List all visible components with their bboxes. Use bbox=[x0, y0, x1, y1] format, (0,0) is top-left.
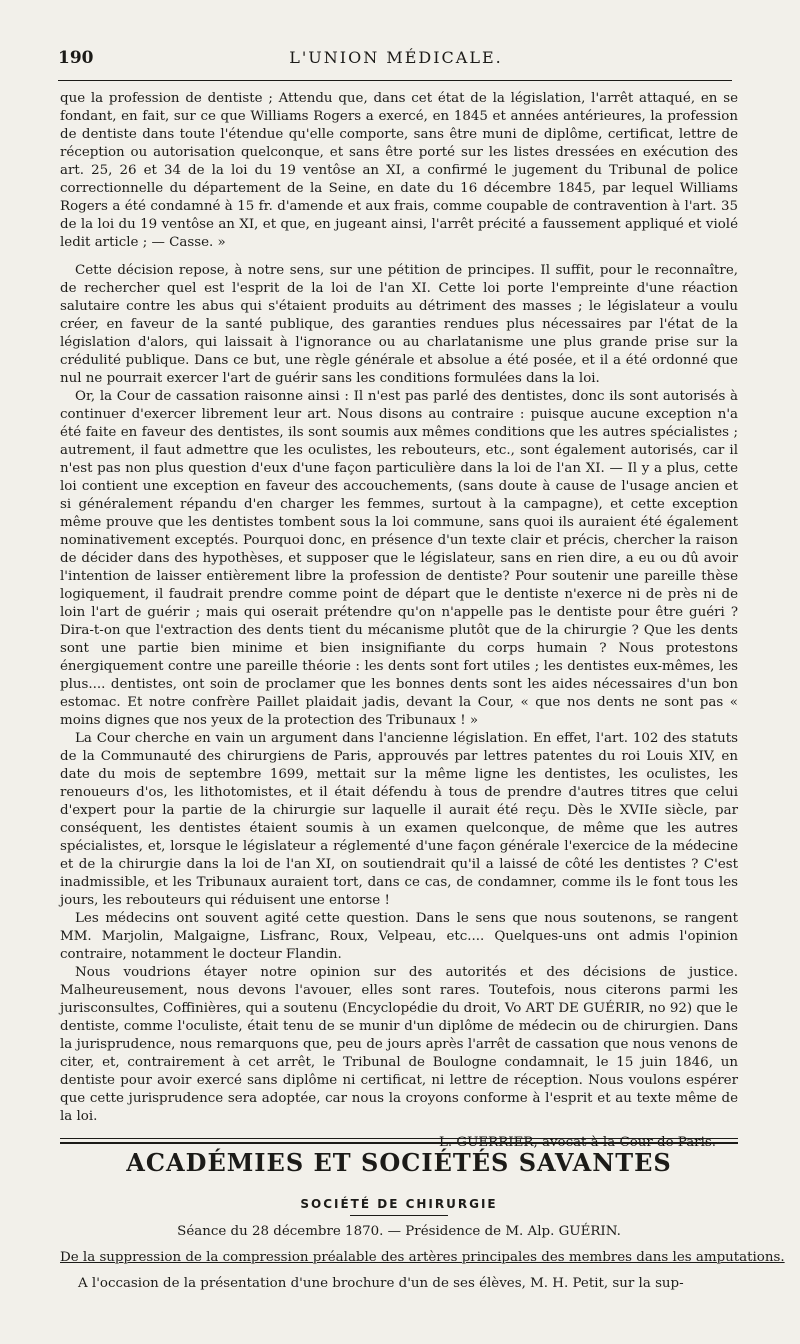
society-title: SOCIÉTÉ DE CHIRURGIE bbox=[300, 1197, 498, 1211]
paragraph-physicians-opinion: Les médecins ont souvent agité cette question. Dans le sens que nous soutenons, se rangent MM. Marjolin, Malgaigne, Lisfranc, Roux, Velpeau, etc.... Quelques-uns ont admis l'opinion contraire, notamment le docteur Flandin. bbox=[60, 911, 738, 962]
article-body bbox=[60, 90, 738, 1152]
section-rule-thick bbox=[60, 1142, 738, 1144]
section-rule-thin bbox=[60, 1138, 738, 1139]
header-rule bbox=[58, 80, 732, 81]
journal-title: L'UNION MÉDICALE. bbox=[289, 48, 503, 67]
paragraph-decision-analysis: Cette décision repose, à notre sens, sur une pétition de principes. Il suffit, pour le reconnaître, de rechercher quel est l'esprit de la loi de l'an XI. Cette loi porte l'empreinte d'une réaction salutaire contre les abus qui s'étaient produits au détriment des masses ; le législateur a voulu créer, en faveur de la santé publique, des garanties rendues plus nécessaires par l'état de la législation d'alors, qui laissait à l'ignorance ou au charlatanisme une plus grande prise sur la crédulité publique. Dans ce but, une règle générale et absolue a été posée, et il a été ordonné que nul ne pourrait exercer l'art de guérir sans les conditions formulées dans la loi. bbox=[60, 263, 738, 386]
paragraph-ancient-legislation: La Cour cherche en vain un argument dans l'ancienne législation. En effet, l'art. 102 des statuts de la Communauté des chirurgiens de Paris, approuvés par lettres patentes du roi Louis XIV, en date du mois de septembre 1699, mettait sur la même ligne les dentistes, les oculistes, les renoueurs d'os, les lithotomistes, et il était défendu à tous de prendre d'autres titres que celui d'expert pour la partie de la chirurgie sur laquelle il aurait été reçu. Dès le XVIIe siècle, par conséquent, les dentistes étaient soumis à un examen quelconque, de même que les autres spécialistes, et, lorsque le législateur a réglementé d'une façon générale l'exercice de la médecine et de la chirurgie dans la loi de l'an XI, on soutiendrait qu'il a laissé de côté les dentistes ? C'est inadmissible, et les Tribunaux auraient tort, dans ce cas, de condamner, comme ils le font tous les jours, les rebouteurs qui réduisent une entorse ! bbox=[60, 731, 738, 908]
paragraph-gap bbox=[60, 252, 738, 262]
paragraph-cassation-reasoning: Or, la Cour de cassation raisonne ainsi : Il n'est pas parlé des dentistes, donc ils sont autorisés à continuer d'exercer librement leur art. Nous disons au contraire : puisque aucune exception n'a été faite en faveur des dentistes, ils sont soumis aux mêmes conditions que les autres spécialistes ; autrement, il faut admettre que les oculistes, les rebouteurs, etc., sont également autorisés, car il n'est pas non plus question d'eux d'une façon particulière dans la loi de l'an XI. — Il y a plus, cette loi contient une exception en faveur des accouchements, (sans doute à cause de l'usage ancien et si généralement répandu d'en charger les femmes, surtout à la campagne), et cette exception même prouve que les dentistes tombent sous la loi commune, sans quoi ils auraient été également nominativement exceptés. Pourquoi donc, en présence d'un texte clair et précis, chercher la raison de décider dans des hypothèses, et supposer que le législateur, sans en rien dire, a eu ou dû avoir l'intention de laisser entièrement libre la profession de dentiste? Pour soutenir une pareille thèse logiquement, il faudrait prendre comme point de départ que le dentiste n'exerce ni de près ni de loin l'art de guérir ; mais qui oserait prétendre qu'on n'appelle pas le dentiste pour être guéri ? Dira-t-on que l'extraction des dents tient du mécanisme plutôt que de la chirurgie ? Que les dents sont une partie bien minime et bien insignifiante du corps humain ? Nous protestons énergiquement contre une pareille théorie : les dents sont fort utiles ; les dentistes eux-mêmes, les plus.... dentistes, ont soin de proclamer que les bonnes dents sont les aides nécessaires d'un bon estomac. Et notre confrère Paillet plaidait jadis, devant la Cour, « que nos dents ne sont pas « moins dignes que nos yeux de la protection des Tribunaux ! » bbox=[60, 389, 738, 728]
running-head bbox=[58, 48, 734, 78]
paragraph-court-ruling: que la profession de dentiste ; Attendu que, dans cet état de la législation, l'arrêt attaqué, en se fondant, en fait, sur ce que Williams Rogers a exercé, en 1845 et années antérieures, la profession de dentiste dans toute l'étendue qu'elle comporte, sans être muni de diplôme, certificat, lettre de réception ou autorisation quelconque, et sans être porté sur les listes dressées en exécution des art. 25, 26 et 34 de la loi du 19 ventôse an XI, a confirmé le jugement du Tribunal de police correctionnelle du département de la Seine, en date du 16 décembre 1845, par lequel Williams Rogers a été condamné à 15 fr. d'amende et aux frais, comme coupable de contravention à l'art. 35 de la loi du 19 ventôse an XI, et que, en jugeant ainsi, l'arrêt précité a faussement appliqué et violé ledit article ; — Casse. » bbox=[60, 91, 738, 250]
author-signature: L. GUERRIER, avocat à la Cour de Paris. bbox=[438, 1135, 716, 1150]
opening-line: A l'occasion de la présentation d'une brochure d'un de ses élèves, M. H. Petit, sur la sup- bbox=[78, 1276, 684, 1291]
section-title: ACADÉMIES ET SOCIÉTÉS SAVANTES bbox=[126, 1148, 672, 1177]
paragraph-jurisprudence: Nous voudrions étayer notre opinion sur des autorités et des décisions de justice. Malheureusement, nous devons l'avouer, elles sont rares. Toutefois, nous citerons parmi les jurisconsultes, Coffinières, qui a soutenu (Encyclopédie du droit, Vo ART DE GUÉRIR, no 92) que le dentiste, comme l'oculiste, était tenu de se munir d'un diplôme de médecin ou de chirurgien. Dans la jurisprudence, nous remarquons que, peu de jours après l'arrêt de cassation que nous venons de citer, et, contrairement à cet arrêt, le Tribunal de Boulogne condamnait, le 15 juin 1846, un dentiste pour avoir exercé sans diplôme ni certificat, ni lettre de réception. Nous voulons espérer que cette jurisprudence sera adoptée, car nous la croyons conforme à l'esprit et au texte même de la loi. bbox=[60, 965, 738, 1124]
page-number: 190 bbox=[58, 48, 94, 68]
society-rule bbox=[350, 1215, 448, 1216]
subject-line: De la suppression de la compression préalable des artères principales des membres dans les amputations. bbox=[60, 1250, 785, 1265]
session-line: Séance du 28 décembre 1870. — Présidence de M. Alp. GUÉRIN. bbox=[177, 1224, 621, 1239]
